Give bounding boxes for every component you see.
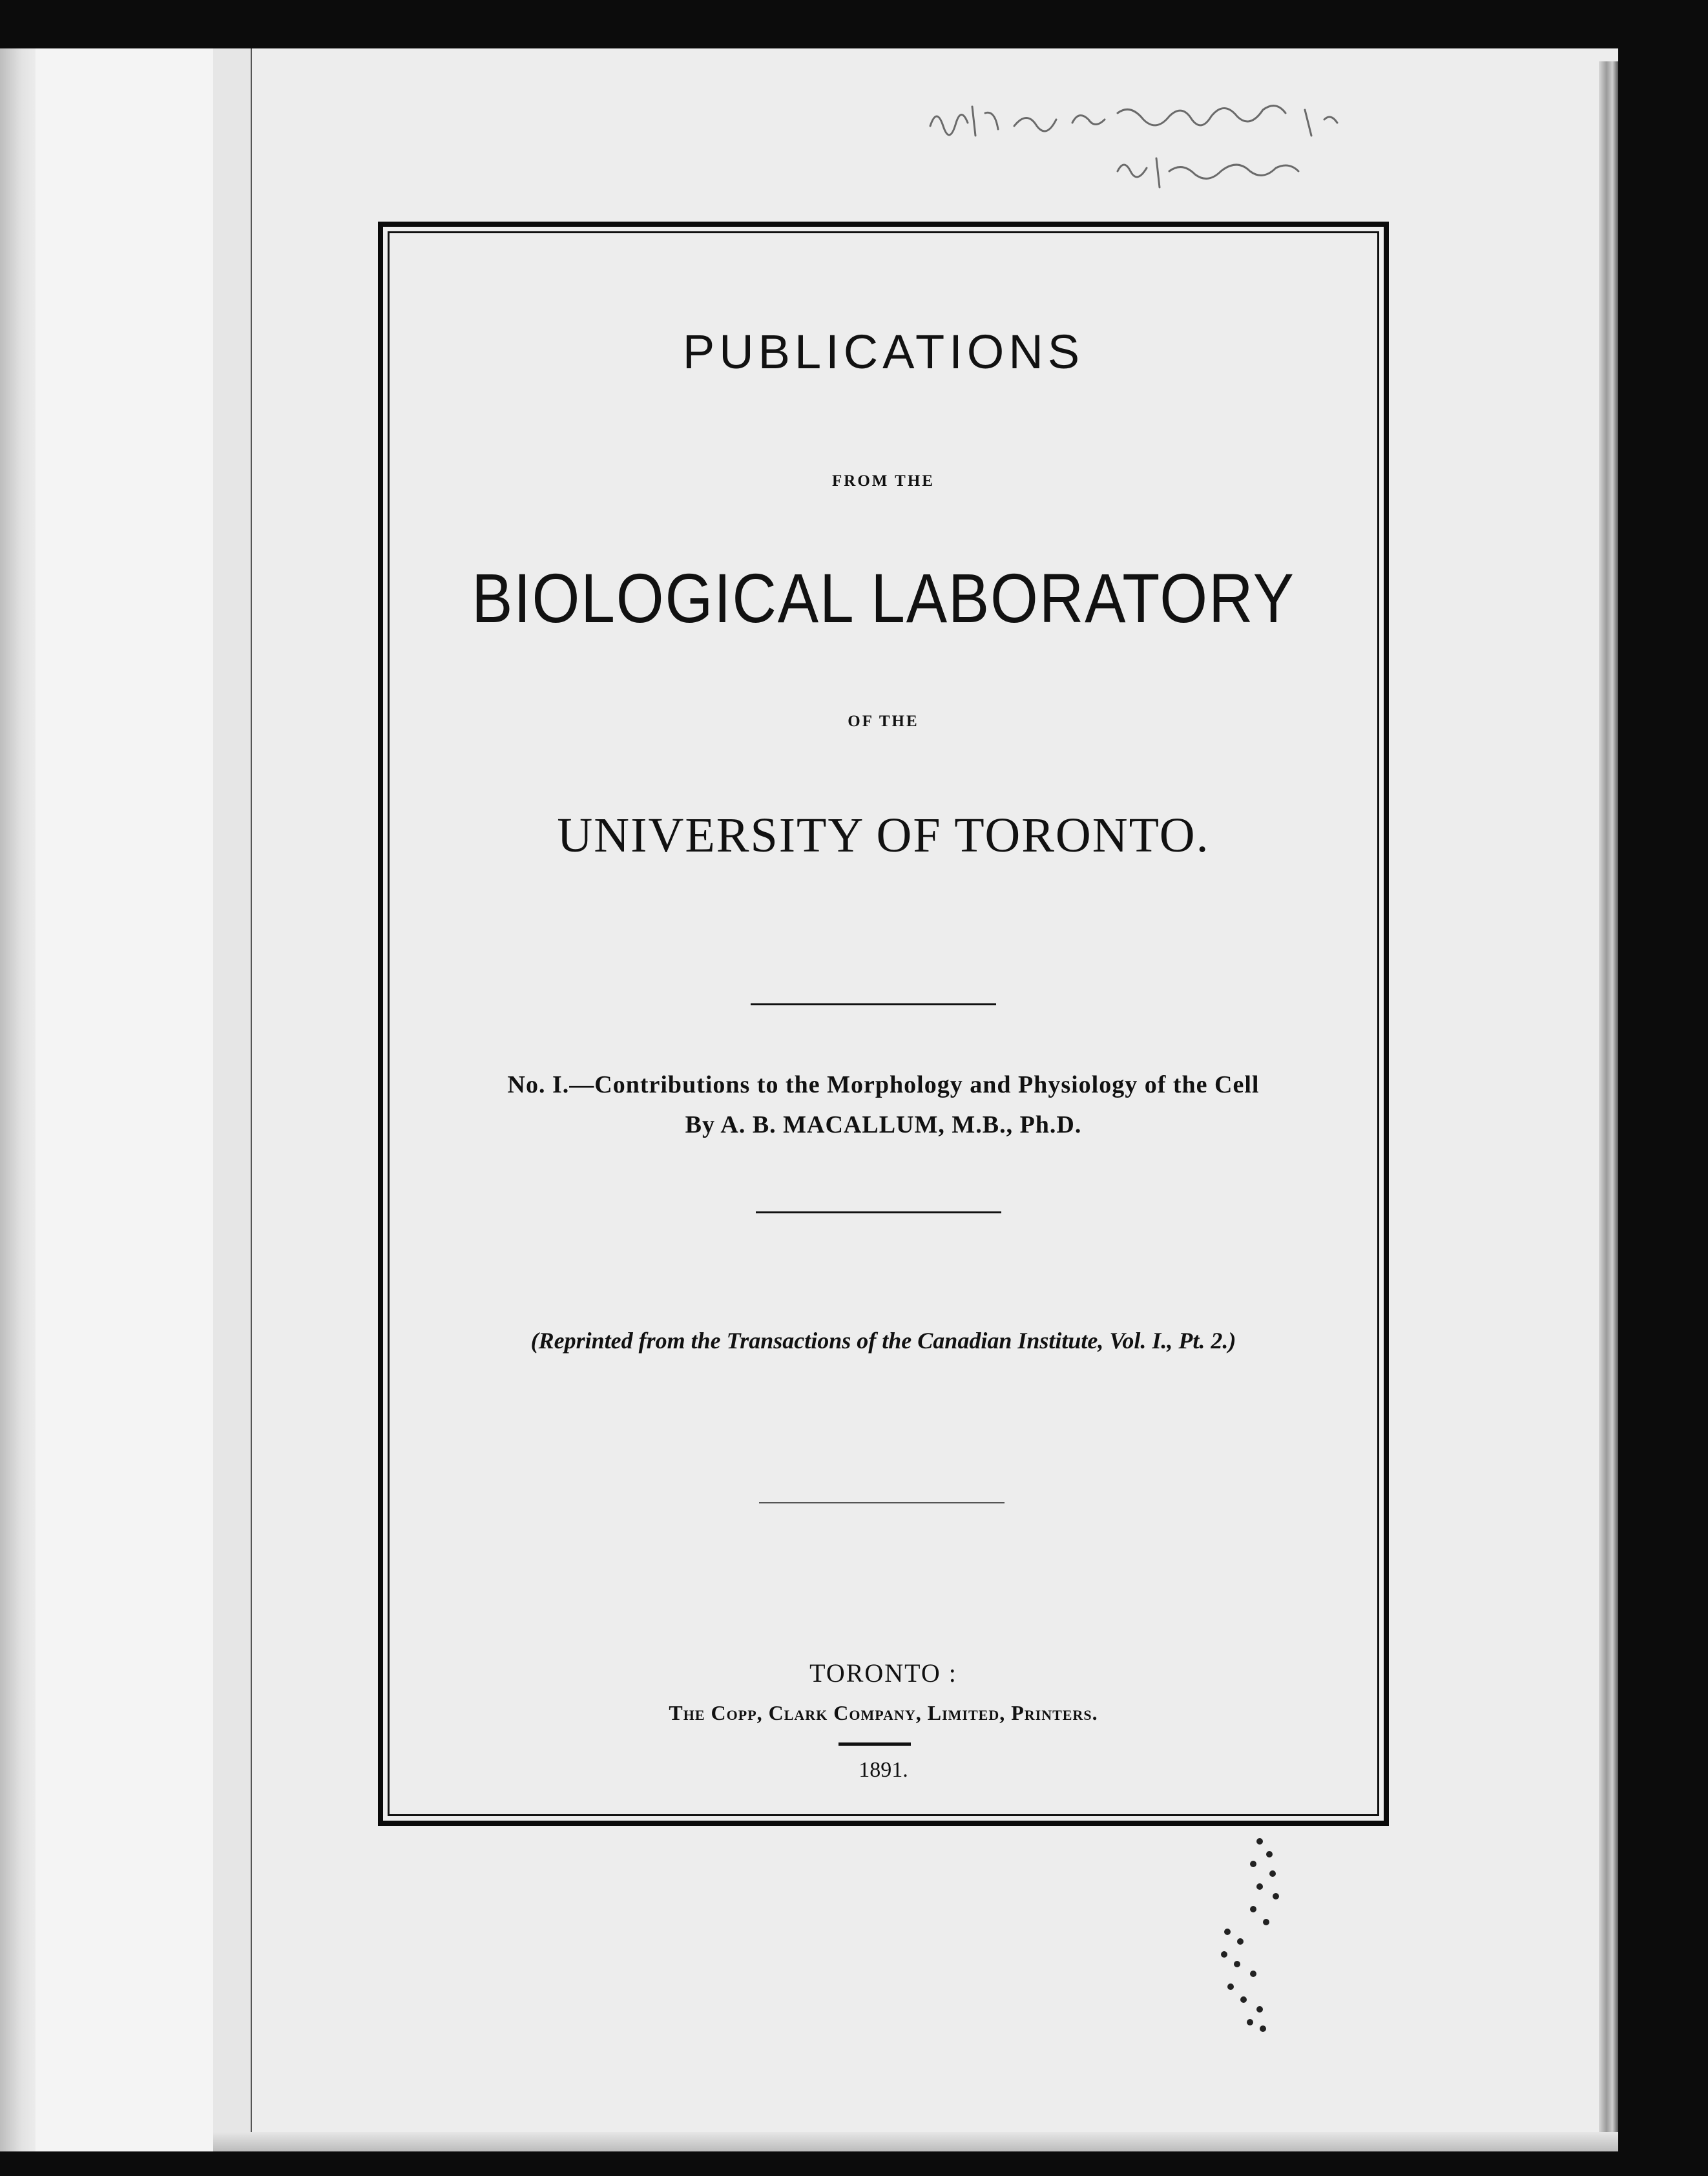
of-the-label: OF THE — [848, 713, 919, 730]
divider-rule-2 — [756, 1211, 1001, 1213]
divider-rule-3 — [759, 1502, 1005, 1503]
page-bottom-edge — [213, 2132, 1618, 2151]
university-heading: UNIVERSITY OF TORONTO. — [557, 808, 1210, 863]
handwritten-inscription — [924, 100, 1376, 204]
imprint-rule — [838, 1742, 911, 1746]
scan-left-margin — [0, 48, 36, 2151]
page-edge — [1599, 61, 1618, 2139]
flyleaf — [36, 48, 215, 2151]
binding-gutter — [213, 48, 252, 2151]
author-line: By A. B. MACALLUM, M.B., Ph.D. — [685, 1111, 1082, 1138]
imprint-printer: The Copp, Clark Company, Limited, Printers. — [669, 1701, 1098, 1724]
publication-year: 1891. — [859, 1758, 908, 1782]
from-the-label: FROM THE — [832, 472, 935, 490]
divider-rule-1 — [751, 1003, 996, 1005]
laboratory-heading: BIOLOGICAL LABORATORY — [472, 559, 1295, 637]
reprint-note: (Reprinted from the Transactions of the Canadian Institute, Vol. I., Pt. 2.) — [530, 1328, 1236, 1354]
imprint-city: TORONTO : — [809, 1658, 957, 1688]
title-page-border-inner — [388, 231, 1379, 1816]
contribution-title: No. I.—Contributions to the Morphology and Physiology of the Cell — [507, 1071, 1260, 1098]
perforation-stamp — [1214, 1835, 1298, 2035]
publications-heading: PUBLICATIONS — [682, 325, 1085, 379]
